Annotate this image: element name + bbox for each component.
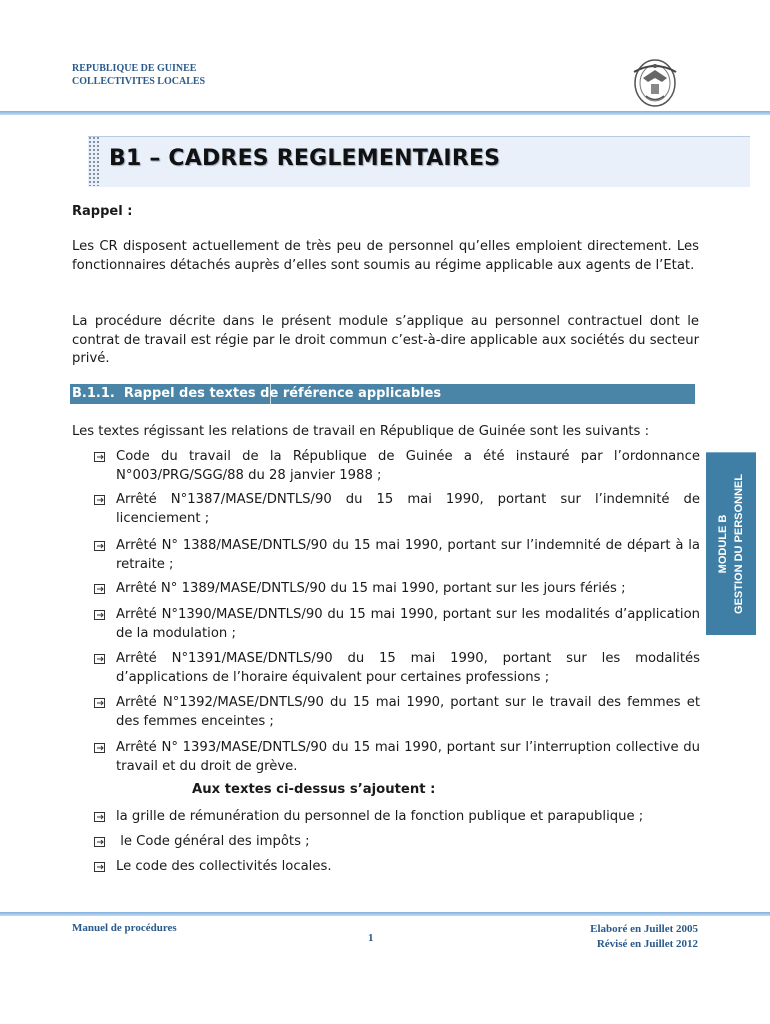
section-heading: [72, 386, 441, 401]
paragraph-2: La procédure décrite dans le présent module s’applique au personnel contractuel dont le contrat de travail est régie par le droit commun c’est-à-dire applicable aux sociétés du secteur privé.: [72, 314, 699, 366]
module-side-tab-label: [706, 453, 756, 635]
additional-texts-heading: Aux textes ci-dessus s’ajoutent :: [192, 782, 436, 797]
note-bullet-icon: [94, 583, 106, 595]
header-institution: [72, 62, 205, 88]
list-item-text: Le code des collectivités locales.: [116, 859, 332, 874]
coat-of-arms-icon: [624, 56, 686, 108]
list-item-text: Arrêté N° 1389/MASE/DNTLS/90 du 15 mai 1990, portant sur les jours fériés ;: [116, 581, 626, 596]
intro-text: Les textes régissant les relations de travail en République de Guinée sont les suivants :: [72, 424, 650, 439]
section-heading-part-1: B.1.1. Rappel des textes de: [72, 386, 279, 401]
module-side-tab: [706, 452, 756, 635]
list-item-text: Code du travail de la République de Guinée a été instauré par l’ordonnance N°003/PRG/SGG/88 du 28 janvier 1988 ;: [116, 449, 700, 483]
page-title: B1 – CADRES REGLEMENTAIRES: [109, 146, 501, 171]
rappel-label: Rappel :: [72, 204, 133, 219]
list-item-text: Arrêté N°1391/MASE/DNTLS/90 du 15 mai 1990, portant sur les modalités d’applications de l’horaire équivalent pour certaines professions ;: [116, 651, 700, 685]
note-bullet-icon: [94, 742, 106, 754]
note-bullet-icon: [94, 540, 106, 552]
note-bullet-icon: [94, 451, 106, 463]
list-item-text: Arrêté N° 1393/MASE/DNTLS/90 du 15 mai 1990, portant sur l’interruption collective du travail et du droit de grève.: [116, 740, 700, 774]
note-bullet-icon: [94, 861, 106, 873]
footer-created-date: Elaboré en Juillet 2005: [590, 923, 698, 935]
note-bullet-icon: [94, 653, 106, 665]
header-rule: [0, 111, 770, 115]
paragraph-1: Les CR disposent actuellement de très peu de personnel qu’elles emploient directement. Les fonctionnaires détachés auprès d’elles sont soumis au régime applicable aux agents de l’Etat.: [72, 239, 699, 273]
note-bullet-icon: [94, 494, 106, 506]
note-bullet-icon: [94, 836, 106, 848]
footer-dates: [590, 922, 698, 952]
section-heading-part-2: référence applicables: [282, 386, 442, 401]
page-number: 1: [368, 932, 374, 944]
list-item-text: Arrêté N° 1388/MASE/DNTLS/90 du 15 mai 1990, portant sur l’indemnité de départ à la retraite ;: [116, 538, 700, 572]
footer-revised-date: Révisé en Juillet 2012: [596, 938, 698, 950]
note-bullet-icon: [94, 811, 106, 823]
list-item-text: Arrêté N°1392/MASE/DNTLS/90 du 15 mai 1990, portant sur le travail des femmes et des femmes enceintes ;: [116, 695, 700, 729]
module-subtitle: GESTION DU PERSONNEL: [733, 474, 745, 614]
list-item-text: la grille de rémunération du personnel de la fonction publique et parapublique ;: [116, 809, 644, 824]
note-bullet-icon: [94, 697, 106, 709]
footer-rule: [0, 912, 770, 916]
module-label: MODULE B: [717, 514, 729, 574]
list-item-text: Arrêté N°1387/MASE/DNTLS/90 du 15 mai 1990, portant sur l’indemnité de licenciement ;: [116, 492, 700, 526]
header-line-republic: REPUBLIQUE DE GUINEE: [72, 63, 197, 74]
list-item-text: le Code général des impôts ;: [116, 834, 310, 849]
note-bullet-icon: [94, 609, 106, 621]
footer-manual-title: Manuel de procédures: [72, 922, 177, 934]
title-banner-texture: [88, 136, 100, 186]
list-item-text: Arrêté N°1390/MASE/DNTLS/90 du 15 mai 1990, portant sur les modalités d’application de la modulation ;: [116, 607, 700, 641]
header-line-collectivites: COLLECTIVITES LOCALES: [72, 76, 206, 87]
